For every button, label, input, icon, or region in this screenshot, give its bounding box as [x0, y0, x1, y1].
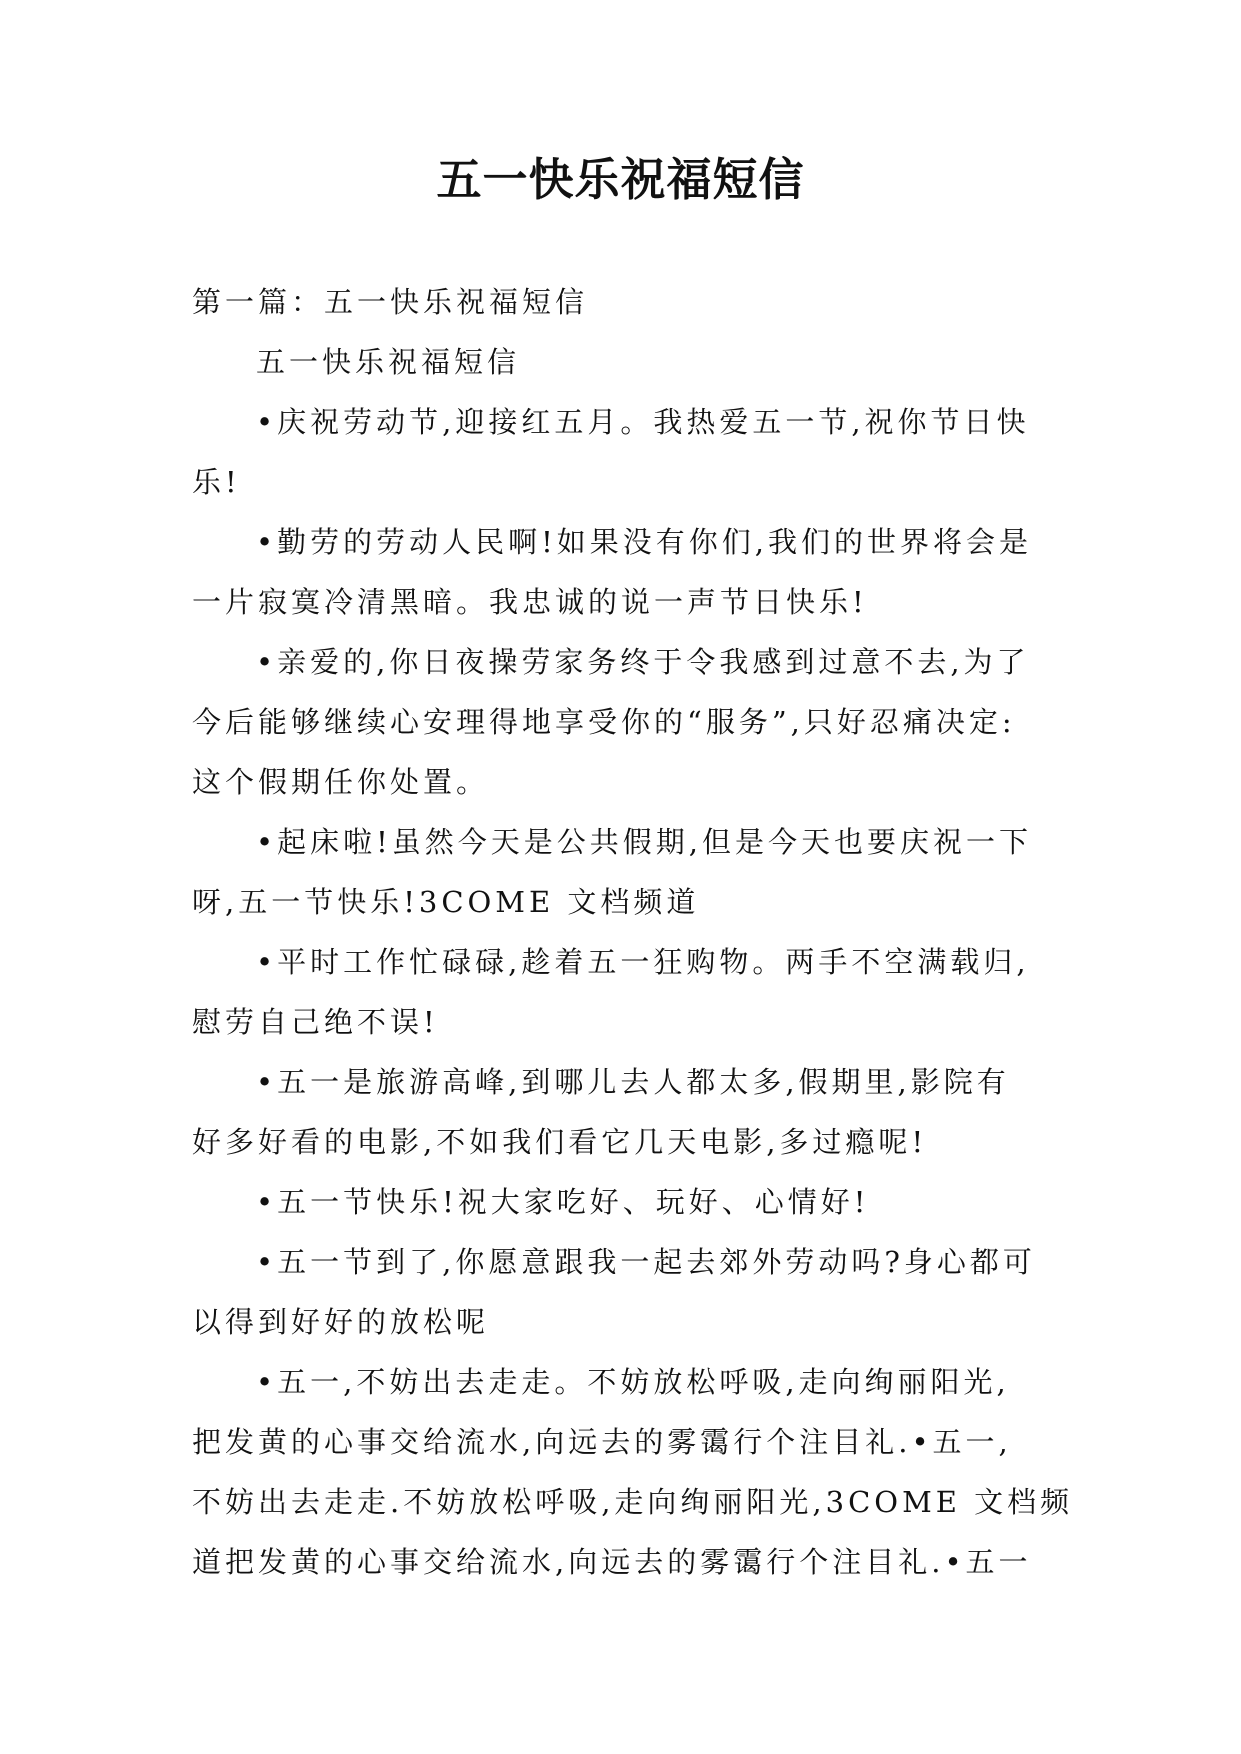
paragraph-line: •五一节快乐!祝大家吃好、玩好、心情好!: [256, 1185, 870, 1219]
paragraph-line: •五一节到了,你愿意跟我一起去郊外劳动吗?身心都可: [256, 1245, 1036, 1279]
paragraph-line: •庆祝劳动节,迎接红五月。我热爱五一节,祝你节日快: [256, 405, 1030, 439]
paragraph-line: •起床啦!虽然今天是公共假期,但是今天也要庆祝一下: [256, 825, 1032, 859]
paragraph-line: 乐!: [192, 465, 241, 499]
document-title: 五一快乐祝福短信: [436, 153, 805, 206]
paragraph-line: 把发黄的心事交给流水,向远去的雾霭行个注目礼.•五一,: [192, 1425, 1012, 1459]
subheading-line: 五一快乐祝福短信: [256, 345, 521, 379]
paragraph-line: 以得到好好的放松呢: [192, 1305, 490, 1339]
paragraph-line: •亲爱的,你日夜操劳家务终于令我感到过意不去,为了: [256, 645, 1030, 679]
paragraph-line: •勤劳的劳动人民啊!如果没有你们,我们的世界将会是: [256, 525, 1032, 559]
heading-line: 第一篇：五一快乐祝福短信: [192, 285, 589, 319]
paragraph-line: 一片寂寞冷清黑暗。我忠诚的说一声节日快乐!: [192, 585, 868, 619]
paragraph-line: •平时工作忙碌碌,趁着五一狂购物。两手不空满载归,: [256, 945, 1030, 979]
paragraph-line: 好多好看的电影,不如我们看它几天电影,多过瘾呢!: [192, 1125, 928, 1159]
paragraph-line: •五一是旅游高峰,到哪儿去人都太多,假期里,影院有: [256, 1065, 1010, 1099]
paragraph-line: •五一,不妨出去走走。不妨放松呼吸,走向绚丽阳光,: [256, 1365, 1010, 1399]
paragraph-line: 道把发黄的心事交给流水,向远去的雾霭行个注目礼.•五一: [192, 1545, 1032, 1579]
paragraph-line: 呀,五一节快乐!3COME 文档频道: [192, 885, 700, 919]
paragraph-line: 慰劳自己绝不误!: [192, 1005, 439, 1039]
paragraph-line: 这个假期任你处置。: [192, 765, 490, 799]
paragraph-line: 不妨出去走走.不妨放松呼吸,走向绚丽阳光,3COME 文档频: [192, 1485, 1074, 1519]
paragraph-line: 今后能够继续心安理得地享受你的“服务”,只好忍痛决定:: [192, 705, 1016, 739]
